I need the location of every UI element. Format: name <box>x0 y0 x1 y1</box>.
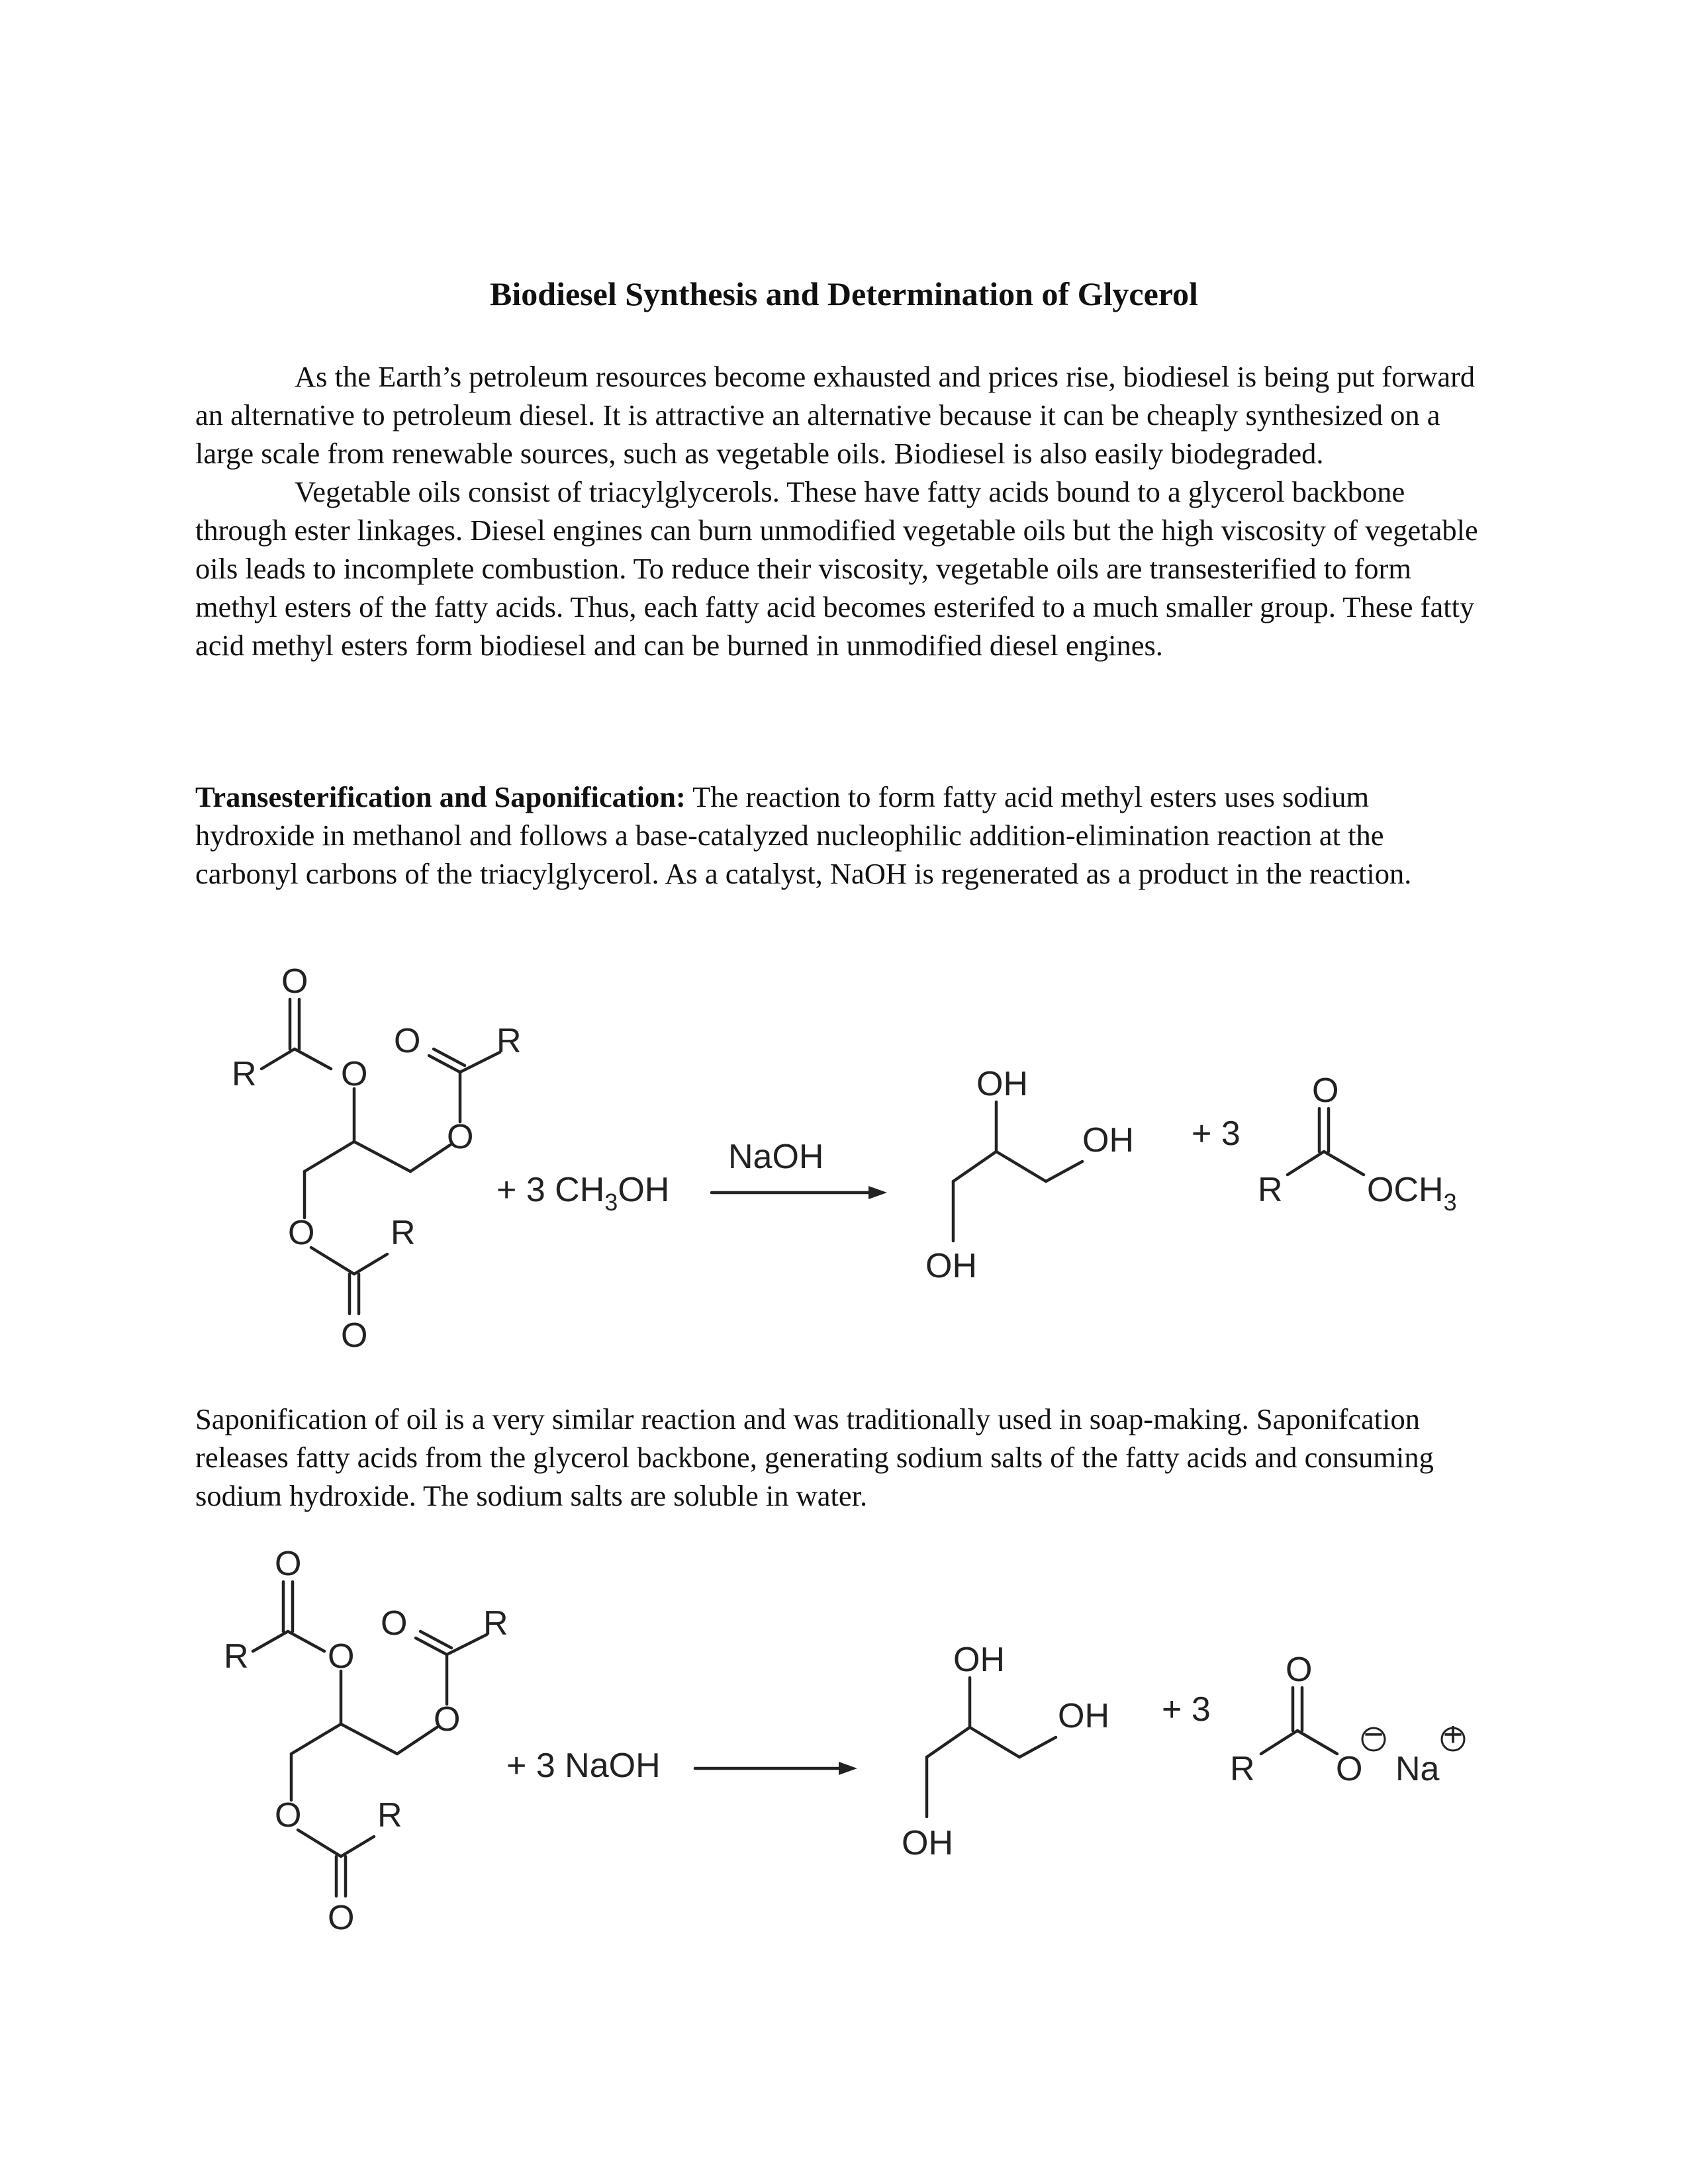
atom-o: O <box>447 1118 474 1156</box>
atom-o: O <box>1336 1750 1363 1788</box>
bond <box>970 1727 1019 1757</box>
bond <box>354 1254 387 1274</box>
atom-r: R <box>232 1055 257 1093</box>
bond <box>298 1830 341 1856</box>
saponification-diagram <box>0 1535 1688 1946</box>
bond <box>397 1727 437 1754</box>
bond <box>1046 1161 1082 1181</box>
bond <box>295 1049 331 1069</box>
atom-o: O <box>328 1637 355 1676</box>
bond <box>996 1152 1046 1181</box>
atom-o: O <box>1312 1071 1339 1110</box>
glycerol-product <box>902 1641 1109 1862</box>
bond <box>1019 1737 1056 1757</box>
atom-o: O <box>281 962 308 1001</box>
atom-o: O <box>434 1700 461 1739</box>
bond <box>416 1638 447 1655</box>
bond <box>1261 1731 1297 1754</box>
atom-o: O <box>341 1316 368 1355</box>
section-paragraph <box>195 778 1493 893</box>
atom-r: R <box>224 1637 249 1676</box>
bond <box>1297 1731 1337 1754</box>
bond <box>261 1049 295 1069</box>
bond <box>341 1724 397 1754</box>
saponification-text <box>195 1400 1493 1515</box>
atom-o: O <box>1286 1651 1313 1689</box>
section-heading: Transesterification and Saponification: <box>195 780 686 813</box>
atom-r: R <box>377 1796 402 1835</box>
bond <box>420 1631 451 1648</box>
atom-o: O <box>275 1796 302 1835</box>
hydroxyl-label: OH <box>976 1065 1028 1103</box>
catalyst-label: NaOH <box>728 1138 824 1176</box>
sodium-label: Na <box>1395 1750 1440 1788</box>
bond <box>291 1724 341 1754</box>
atom-r: R <box>1258 1171 1283 1209</box>
sodium-hydroxide-reagent: + 3 NaOH <box>506 1747 661 1785</box>
hydroxyl-label: OH <box>902 1824 953 1862</box>
atom-r: R <box>391 1214 416 1252</box>
arrowhead <box>868 1186 887 1199</box>
triacylglycerol-structure <box>232 962 522 1355</box>
bond <box>1324 1152 1364 1175</box>
transesterification-diagram <box>0 953 1688 1363</box>
page-title: Biodiesel Synthesis and Determination of Glycerol <box>490 275 1198 312</box>
triacylglycerol-structure <box>224 1545 508 1937</box>
methanol-reagent: + 3 $CH_3OH$ <box>496 1171 670 1216</box>
bond <box>1288 1152 1324 1175</box>
arrowhead <box>839 1762 857 1775</box>
saponification-paragraph: Saponification of oil is a very similar reaction and was traditionally used in soap-making. Saponifcation releases fatty acids from the glycerol backbone, generating sodium salts of the fatty acids and consuming sodium hydroxide. The sodium salts are soluble in water. <box>195 1402 1434 1512</box>
saponification-scheme <box>0 1535 1688 1946</box>
bond <box>429 1056 460 1072</box>
bond <box>305 1142 354 1171</box>
transesterification-section <box>195 778 1493 893</box>
atom-o: O <box>288 1214 315 1252</box>
atom-o: O <box>381 1604 408 1643</box>
transesterification-scheme <box>0 953 1688 1363</box>
bond <box>311 1248 354 1274</box>
atom-r: R <box>1230 1750 1255 1788</box>
hydroxyl-label: OH <box>1082 1121 1134 1160</box>
product-coefficient: + 3 <box>1192 1115 1241 1153</box>
negative-charge-sign: − <box>1363 1715 1384 1754</box>
bond <box>253 1631 288 1651</box>
sodium-carboxylate-product <box>1230 1651 1464 1788</box>
atom-r: R <box>483 1604 508 1643</box>
product-coefficient: + 3 <box>1162 1690 1211 1729</box>
hydroxyl-label: OH <box>953 1641 1005 1679</box>
bond <box>447 1635 487 1655</box>
atom-r: R <box>496 1022 522 1060</box>
positive-charge-sign: + <box>1442 1715 1464 1754</box>
hydroxyl-label: OH <box>925 1247 977 1285</box>
glycerol-product <box>925 1065 1134 1285</box>
intro-paragraph-1: As the Earth’s petroleum resources become exhausted and prices rise, biodiesel is being put forward an alternative to petroleum diesel. It is attractive an alternative because it can be cheaply synthesized on a large scale from renewable sources, such as vegetable oils. Biodiesel is also easily biodegraded. <box>195 360 1476 470</box>
bond <box>434 1049 465 1066</box>
atom-o: O <box>275 1545 302 1583</box>
bond <box>927 1727 970 1757</box>
intro-text <box>195 357 1493 664</box>
bond <box>288 1631 324 1651</box>
section-body: The reaction to form fatty acid methyl esters uses sodium hydroxide in methanol and follows a base-catalyzed nucleophilic addition-elimination reaction at the carbonyl carbons of the triacylglycerol. As a catalyst, NaOH is regenerated as a product in the reaction. <box>195 780 1412 890</box>
bond <box>410 1145 450 1171</box>
hydroxyl-label: OH <box>1058 1697 1109 1735</box>
atom-o: O <box>394 1022 421 1060</box>
atom-o: O <box>341 1055 368 1093</box>
bond <box>953 1152 996 1181</box>
bond <box>460 1052 500 1072</box>
bond <box>341 1837 374 1856</box>
bond <box>354 1142 410 1171</box>
atom-o: O <box>328 1899 355 1937</box>
methyl-ester-product <box>1258 1071 1457 1216</box>
intro-paragraph-2: Vegetable oils consist of triacylglycerols. These have fatty acids bound to a glycerol backbone through ester linkages. Diesel engines can burn unmodified vegetable oils but the high viscosity of vegetable oils leads to incomplete combustion. To reduce their viscosity, vegetable oils are transesterified to form methyl esters of the fatty acids. Thus, each fatty acid becomes esterifed to a much smaller group. These fatty acid methyl esters form biodiesel and can be burned in unmodified diesel engines. <box>195 475 1478 662</box>
methoxy-group: $OCH_3$ <box>1367 1171 1457 1216</box>
